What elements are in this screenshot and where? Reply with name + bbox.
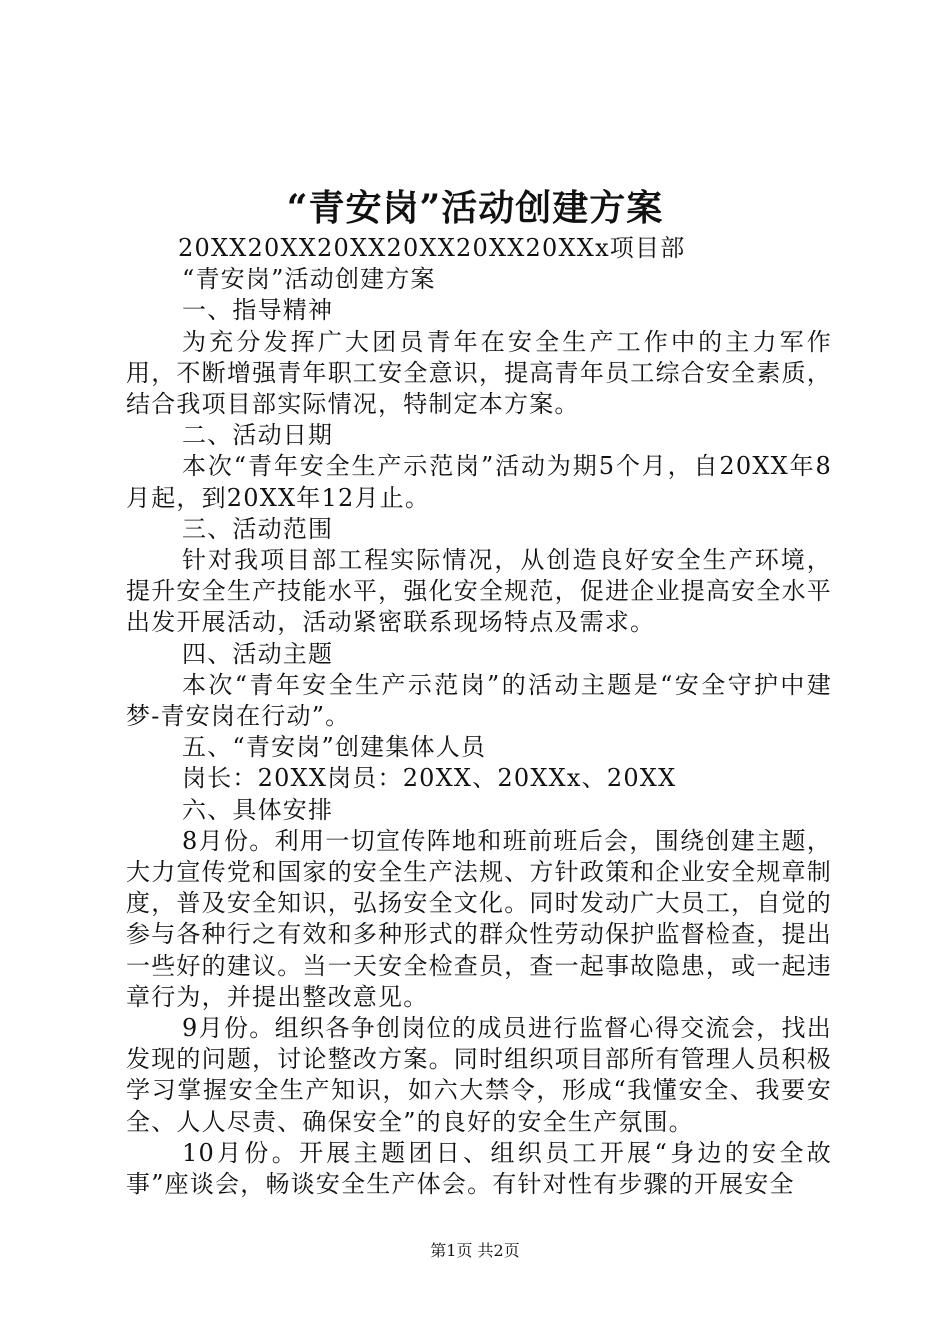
section-heading: 四、活动主题	[182, 639, 334, 668]
page-footer: 第1页 共2页	[430, 1241, 520, 1260]
project-department-line: 20XX20XX20XX20XX20XX20XXx项目部	[178, 234, 686, 262]
document-body	[126, 233, 832, 1200]
body-paragraph: 10月份。开展主题团日、组织员工开展“身边的安全故事”座谈会，畅谈安全生产体会。有针对性有步骤的开展安全	[126, 1138, 832, 1199]
body-paragraph: 本次“青年安全生产示范岗”的活动主题是“安全守护中建梦-青安岗在行动”。	[126, 670, 832, 731]
body-paragraph: 岗长：20XX岗员：20XX、20XXx、20XX	[182, 764, 677, 793]
body-paragraph: 9月份。组织各争创岗位的成员进行监督心得交流会，找出发现的问题，讨论整改方案。同时组织项目部所有管理人员积极学习掌握安全生产知识，如六大禁令，形成“我懂安全、我要安全、人人尽责、确保安全”的良好的安全生产氛围。	[126, 1014, 832, 1136]
body-paragraph: 8月份。利用一切宣传阵地和班前班后会，围绕创建主题，大力宣传党和国家的安全生产法规、方针政策和企业安全规章制度，普及安全知识，弘扬安全文化。同时发动广大员工，自觉的参与各种行之有效和多种形式的群众性劳动保护监督检查，提出一些好的建议。当一天安全检查员，查一起事故隐患，或一起违章行为，并提出整改意见。	[126, 826, 832, 1011]
section-heading: 五、“青安岗”创建集体人员	[182, 733, 487, 762]
subtitle-line: “青安岗”活动创建方案	[182, 265, 436, 294]
section-heading: 二、活动日期	[182, 421, 334, 450]
section-heading: 三、活动范围	[182, 514, 334, 543]
body-paragraph: 本次“青年安全生产示范岗”活动为期5个月，自20XX年8月起，到20XX年12月止。	[126, 452, 832, 512]
section-heading: 一、指导精神	[182, 296, 334, 325]
document-title: “青安岗”活动创建方案	[286, 187, 664, 229]
section-heading: 六、具体安排	[182, 795, 334, 824]
body-paragraph: 为充分发挥广大团员青年在安全生产工作中的主力军作用，不断增强青年职工安全意识，提高青年员工综合安全素质，结合我项目部实际情况，特制定本方案。	[126, 327, 832, 419]
body-paragraph: 针对我项目部工程实际情况，从创造良好安全生产环境，提升安全生产技能水平，强化安全规范，促进企业提高安全水平出发开展活动，活动紧密联系现场特点及需求。	[126, 546, 832, 637]
